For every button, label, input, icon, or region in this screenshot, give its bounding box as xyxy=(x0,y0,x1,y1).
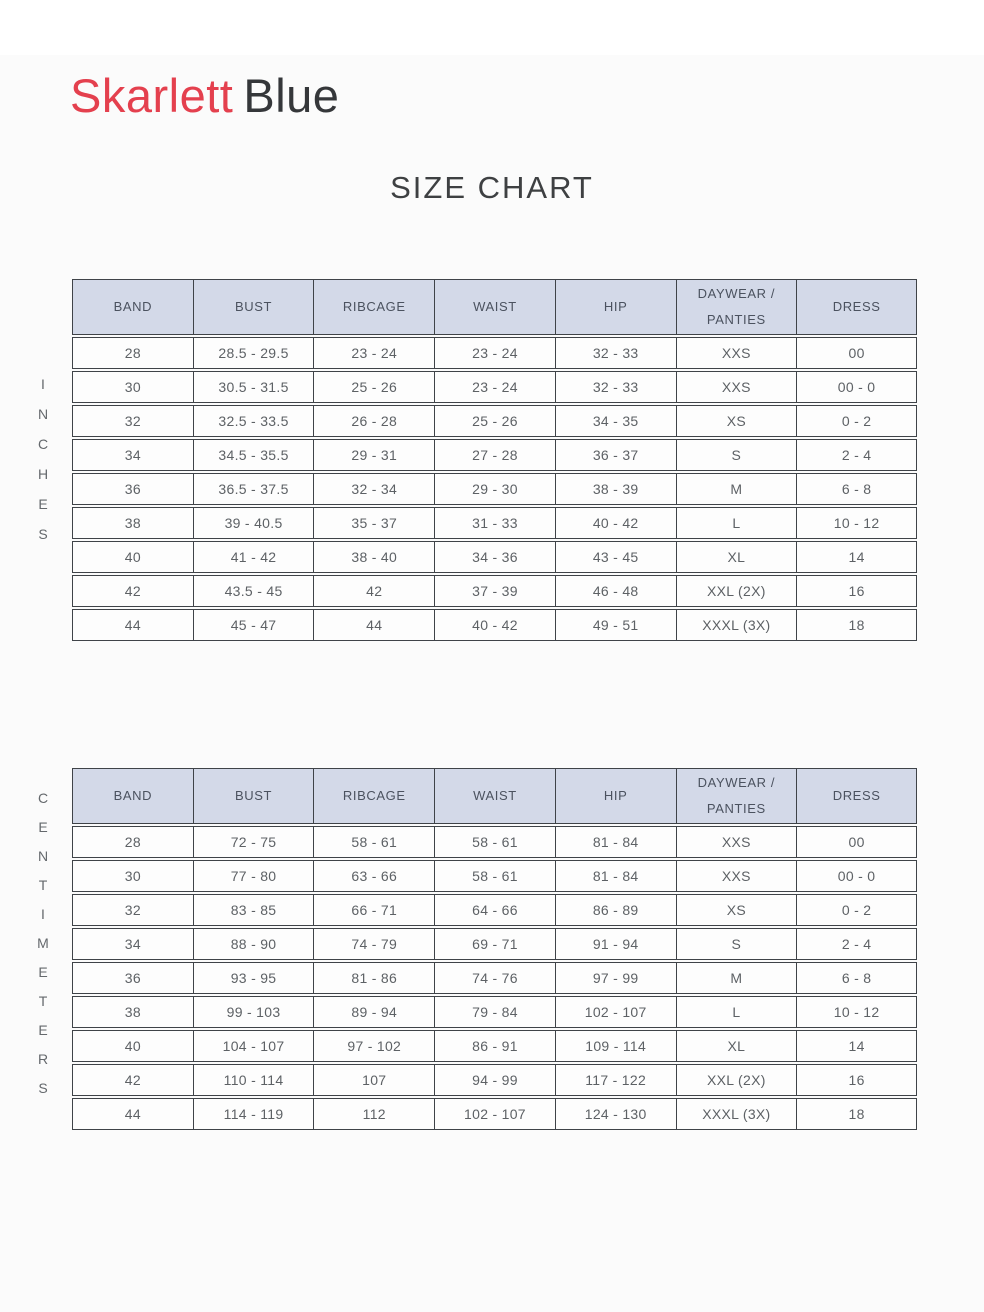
table-cell: 86 - 91 xyxy=(434,1030,555,1062)
unit-label-letter: M xyxy=(37,935,49,951)
table-cell: 49 - 51 xyxy=(555,609,676,641)
table-row xyxy=(72,1064,917,1096)
table-cell: 41 - 42 xyxy=(193,541,314,573)
unit-label-letter: I xyxy=(41,376,45,392)
table-cell: S xyxy=(676,439,797,471)
table-cell: 00 - 0 xyxy=(796,860,917,892)
table-cell: 44 xyxy=(72,1098,193,1130)
unit-label-centimeters xyxy=(32,784,54,1103)
table-cell: 14 xyxy=(796,1030,917,1062)
table-cell: 46 - 48 xyxy=(555,575,676,607)
size-table xyxy=(72,277,917,643)
brand-logo-skarlett: Skarlett xyxy=(70,69,234,122)
table-cell: 25 - 26 xyxy=(434,405,555,437)
table-cell: 34 xyxy=(72,928,193,960)
column-header: BAND xyxy=(72,279,193,335)
table-cell: 86 - 89 xyxy=(555,894,676,926)
table-cell: 44 xyxy=(313,609,434,641)
table-cell: 27 - 28 xyxy=(434,439,555,471)
table-cell: 30.5 - 31.5 xyxy=(193,371,314,403)
column-header: HIP xyxy=(555,279,676,335)
unit-label-inches xyxy=(32,369,54,549)
table-row xyxy=(72,575,917,607)
table-cell: 79 - 84 xyxy=(434,996,555,1028)
table-cell: 112 xyxy=(313,1098,434,1130)
table-cell: 74 - 79 xyxy=(313,928,434,960)
table-cell: 89 - 94 xyxy=(313,996,434,1028)
table-row xyxy=(72,609,917,641)
table-cell: 40 xyxy=(72,1030,193,1062)
table-cell: 104 - 107 xyxy=(193,1030,314,1062)
unit-label-letter: C xyxy=(37,436,49,452)
table-cell: 25 - 26 xyxy=(313,371,434,403)
table-cell: XXS xyxy=(676,860,797,892)
table-cell: 102 - 107 xyxy=(555,996,676,1028)
table-cell: 42 xyxy=(72,575,193,607)
table-cell: 23 - 24 xyxy=(434,371,555,403)
table-cell: 74 - 76 xyxy=(434,962,555,994)
table-cell: 42 xyxy=(313,575,434,607)
table-cell: 110 - 114 xyxy=(193,1064,314,1096)
table-cell: 35 - 37 xyxy=(313,507,434,539)
table-cell: 23 - 24 xyxy=(434,337,555,369)
table-cell: 37 - 39 xyxy=(434,575,555,607)
table-cell: S xyxy=(676,928,797,960)
size-table-section-centimeters xyxy=(37,766,917,1132)
table-row xyxy=(72,826,917,858)
table-row xyxy=(72,371,917,403)
table-cell: L xyxy=(676,507,797,539)
table-cell: XL xyxy=(676,541,797,573)
table-row xyxy=(72,962,917,994)
table-cell: 77 - 80 xyxy=(193,860,314,892)
table-cell: 10 - 12 xyxy=(796,507,917,539)
table-cell: 31 - 33 xyxy=(434,507,555,539)
table-cell: 93 - 95 xyxy=(193,962,314,994)
table-cell: 2 - 4 xyxy=(796,928,917,960)
table-cell: 69 - 71 xyxy=(434,928,555,960)
size-table-section-inches xyxy=(37,277,917,643)
table-row xyxy=(72,507,917,539)
unit-label-letter: N xyxy=(37,406,49,422)
table-cell: XXL (2X) xyxy=(676,1064,797,1096)
table-cell: 00 xyxy=(796,337,917,369)
table-cell: XS xyxy=(676,405,797,437)
table-cell: 0 - 2 xyxy=(796,894,917,926)
table-cell: 44 xyxy=(72,609,193,641)
unit-label-letter: T xyxy=(38,877,48,893)
unit-label-letter: T xyxy=(38,993,48,1009)
table-cell: 34 xyxy=(72,439,193,471)
table-row xyxy=(72,1098,917,1130)
unit-label-letter: R xyxy=(37,1051,49,1067)
table-cell: 16 xyxy=(796,1064,917,1096)
table-cell: 63 - 66 xyxy=(313,860,434,892)
table-cell: 38 xyxy=(72,507,193,539)
table-cell: 81 - 84 xyxy=(555,860,676,892)
unit-label-letter: E xyxy=(38,496,48,512)
table-row xyxy=(72,996,917,1028)
table-row xyxy=(72,860,917,892)
table-cell: 2 - 4 xyxy=(796,439,917,471)
table-row xyxy=(72,439,917,471)
table-cell: 109 - 114 xyxy=(555,1030,676,1062)
column-header: RIBCAGE xyxy=(313,768,434,824)
size-table xyxy=(72,766,917,1132)
table-cell: 81 - 84 xyxy=(555,826,676,858)
table-cell: 26 - 28 xyxy=(313,405,434,437)
table-row xyxy=(72,405,917,437)
table-cell: 64 - 66 xyxy=(434,894,555,926)
table-cell: 10 - 12 xyxy=(796,996,917,1028)
unit-label-letter: S xyxy=(38,1080,48,1096)
unit-label-letter: E xyxy=(38,964,48,980)
table-cell: M xyxy=(676,962,797,994)
column-header: HIP xyxy=(555,768,676,824)
table-cell: 58 - 61 xyxy=(313,826,434,858)
table-cell: 18 xyxy=(796,1098,917,1130)
table-cell: 91 - 94 xyxy=(555,928,676,960)
column-header: DAYWEAR / PANTIES xyxy=(676,279,797,335)
column-header: RIBCAGE xyxy=(313,279,434,335)
brand-logo-blue: Blue xyxy=(243,69,340,122)
table-cell: 107 xyxy=(313,1064,434,1096)
table-cell: 40 xyxy=(72,541,193,573)
unit-label-letter: N xyxy=(37,848,49,864)
table-cell: 97 - 102 xyxy=(313,1030,434,1062)
table-cell: 00 xyxy=(796,826,917,858)
table-cell: 58 - 61 xyxy=(434,860,555,892)
table-cell: 32 - 33 xyxy=(555,337,676,369)
table-cell: 88 - 90 xyxy=(193,928,314,960)
table-cell: 36.5 - 37.5 xyxy=(193,473,314,505)
column-header: WAIST xyxy=(434,768,555,824)
table-cell: 81 - 86 xyxy=(313,962,434,994)
table-cell: 83 - 85 xyxy=(193,894,314,926)
table-cell: 43.5 - 45 xyxy=(193,575,314,607)
table-cell: 32 - 33 xyxy=(555,371,676,403)
table-cell: 117 - 122 xyxy=(555,1064,676,1096)
table-row xyxy=(72,337,917,369)
column-header: WAIST xyxy=(434,279,555,335)
column-header: BAND xyxy=(72,768,193,824)
table-cell: 99 - 103 xyxy=(193,996,314,1028)
table-cell: XXS xyxy=(676,337,797,369)
table-cell: XXXL (3X) xyxy=(676,609,797,641)
unit-label-letter: E xyxy=(38,1022,48,1038)
column-header: BUST xyxy=(193,768,314,824)
table-cell: 58 - 61 xyxy=(434,826,555,858)
table-cell: 0 - 2 xyxy=(796,405,917,437)
table-cell: L xyxy=(676,996,797,1028)
table-row xyxy=(72,541,917,573)
table-header-row xyxy=(72,768,917,824)
table-cell: 40 - 42 xyxy=(434,609,555,641)
table-cell: 38 - 40 xyxy=(313,541,434,573)
table-row xyxy=(72,1030,917,1062)
table-cell: 6 - 8 xyxy=(796,473,917,505)
table-cell: 32.5 - 33.5 xyxy=(193,405,314,437)
table-cell: 39 - 40.5 xyxy=(193,507,314,539)
table-cell: XS xyxy=(676,894,797,926)
table-cell: 32 xyxy=(72,405,193,437)
table-cell: 43 - 45 xyxy=(555,541,676,573)
table-cell: 102 - 107 xyxy=(434,1098,555,1130)
table-cell: 29 - 31 xyxy=(313,439,434,471)
table-row xyxy=(72,928,917,960)
table-cell: 34.5 - 35.5 xyxy=(193,439,314,471)
table-cell: 28.5 - 29.5 xyxy=(193,337,314,369)
unit-label-letter: S xyxy=(38,526,48,542)
table-cell: 124 - 130 xyxy=(555,1098,676,1130)
table-cell: 66 - 71 xyxy=(313,894,434,926)
table-cell: 6 - 8 xyxy=(796,962,917,994)
table-cell: 72 - 75 xyxy=(193,826,314,858)
page-title: SIZE CHART xyxy=(390,170,594,205)
column-header: DRESS xyxy=(796,768,917,824)
unit-label-letter: H xyxy=(37,466,49,482)
table-cell: 42 xyxy=(72,1064,193,1096)
table-cell: 36 - 37 xyxy=(555,439,676,471)
column-header: BUST xyxy=(193,279,314,335)
table-cell: 32 - 34 xyxy=(313,473,434,505)
table-cell: XXS xyxy=(676,371,797,403)
unit-label-letter: C xyxy=(37,790,49,806)
table-cell: XXS xyxy=(676,826,797,858)
column-header: DAYWEAR / PANTIES xyxy=(676,768,797,824)
table-cell: XXXL (3X) xyxy=(676,1098,797,1130)
table-row xyxy=(72,473,917,505)
table-cell: 14 xyxy=(796,541,917,573)
table-cell: 114 - 119 xyxy=(193,1098,314,1130)
unit-label-letter: E xyxy=(38,819,48,835)
table-cell: 32 xyxy=(72,894,193,926)
table-cell: 36 xyxy=(72,473,193,505)
table-cell: XL xyxy=(676,1030,797,1062)
table-cell: M xyxy=(676,473,797,505)
table-cell: XXL (2X) xyxy=(676,575,797,607)
table-cell: 38 xyxy=(72,996,193,1028)
table-cell: 16 xyxy=(796,575,917,607)
table-cell: 29 - 30 xyxy=(434,473,555,505)
table-cell: 94 - 99 xyxy=(434,1064,555,1096)
table-cell: 30 xyxy=(72,860,193,892)
unit-label-letter: I xyxy=(41,906,45,922)
table-cell: 34 - 35 xyxy=(555,405,676,437)
table-cell: 28 xyxy=(72,826,193,858)
table-cell: 30 xyxy=(72,371,193,403)
table-row xyxy=(72,894,917,926)
table-cell: 00 - 0 xyxy=(796,371,917,403)
table-cell: 34 - 36 xyxy=(434,541,555,573)
table-cell: 36 xyxy=(72,962,193,994)
table-cell: 23 - 24 xyxy=(313,337,434,369)
table-cell: 28 xyxy=(72,337,193,369)
table-cell: 18 xyxy=(796,609,917,641)
table-cell: 97 - 99 xyxy=(555,962,676,994)
column-header: DRESS xyxy=(796,279,917,335)
table-header-row xyxy=(72,279,917,335)
table-cell: 40 - 42 xyxy=(555,507,676,539)
table-cell: 38 - 39 xyxy=(555,473,676,505)
table-cell: 45 - 47 xyxy=(193,609,314,641)
